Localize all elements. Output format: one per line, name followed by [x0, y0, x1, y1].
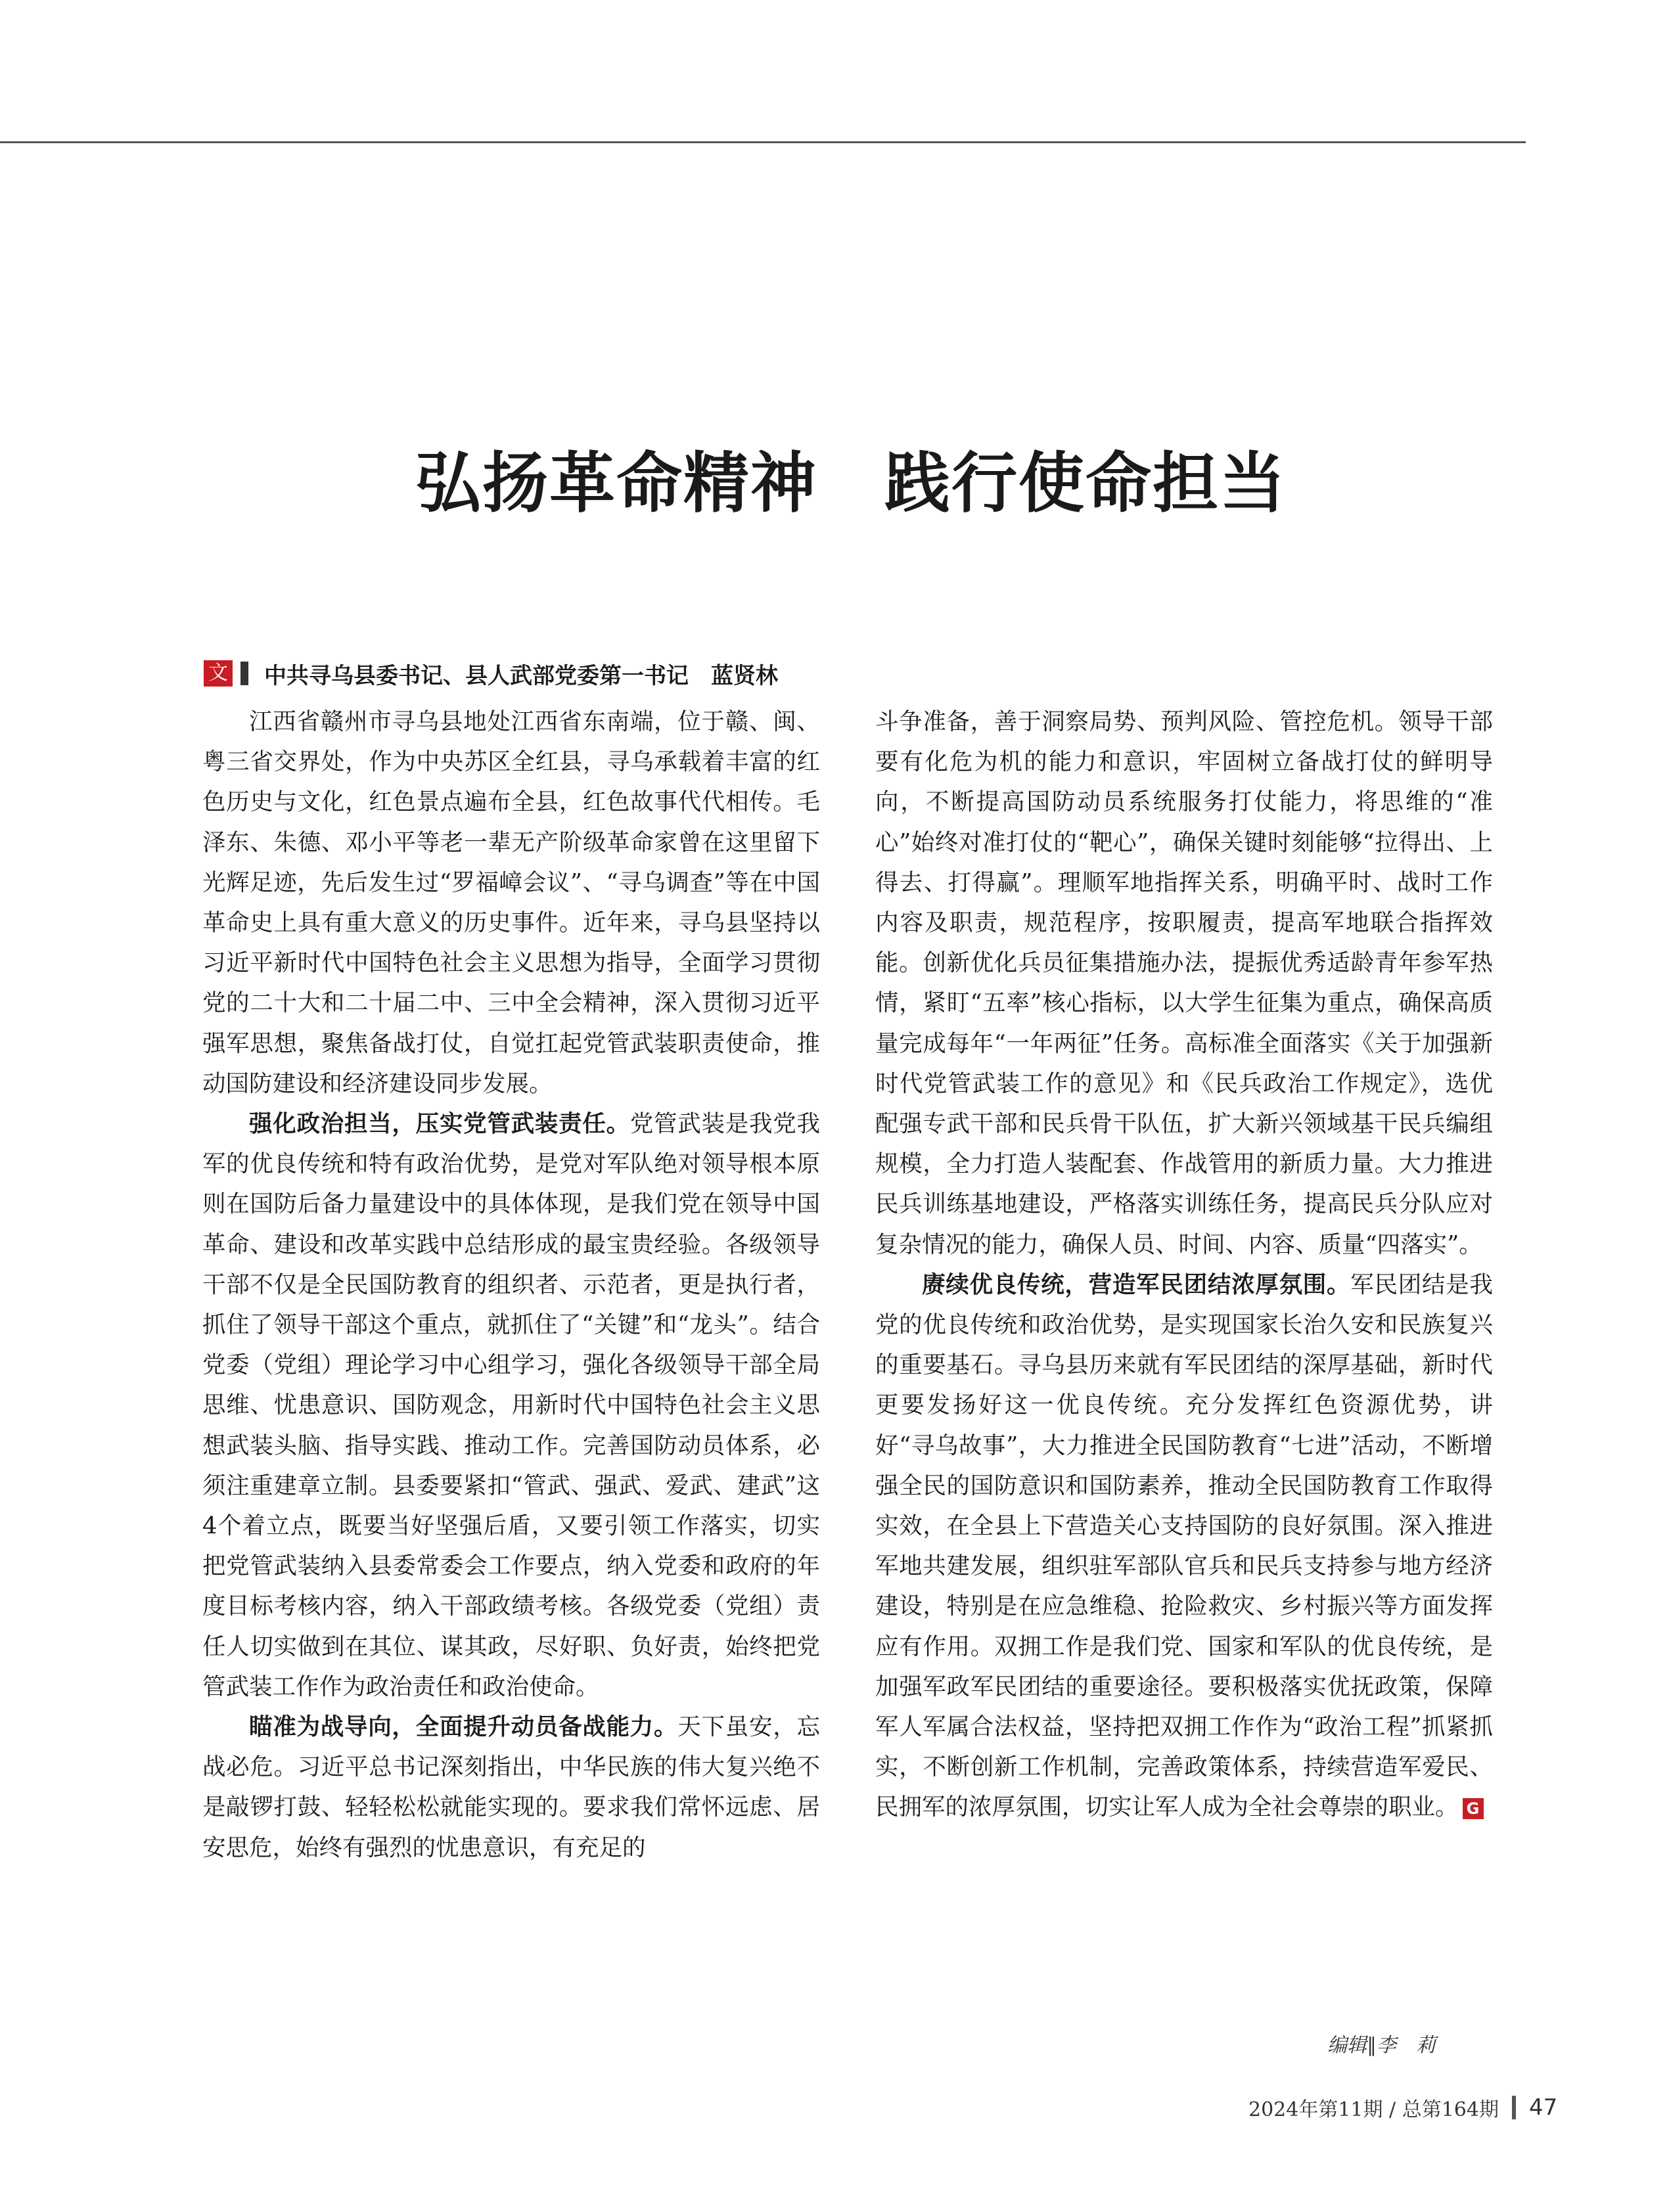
end-mark-icon: G	[1463, 1798, 1484, 1819]
byline	[204, 659, 778, 688]
paragraph-lead: 强化政治担当，压实党管武装责任。	[249, 1110, 630, 1138]
article-title: 弘扬革命精神 践行使命担当	[415, 445, 1287, 522]
byline-mark-badge: 文	[204, 660, 233, 687]
paragraph-text: 天下虽安，忘战必危。习近平总书记深刻指出，中华民族的伟大复兴绝不是敲锣打鼓、轻轻松松就能实现的。要求我们常怀远虑、居安思危，始终有强烈的忧患意识，有充足的	[202, 1713, 820, 1861]
paragraph	[202, 702, 820, 1104]
right-column	[875, 702, 1493, 1828]
top-rule	[0, 141, 1526, 143]
paragraph-lead: 瞄准为战导向，全面提升动员备战能力。	[249, 1713, 678, 1741]
paragraph-text: 军民团结是我党的优良传统和政治优势，是实现国家长治久安和民族复兴的重要基石。寻乌县历来就有军民团结的深厚基础，新时代更要发扬好这一优良传统。充分发挥红色资源优势，讲好“寻乌故事”，大力推进全民国防教育“七进”活动，不断增强全民的国防意识和国防素养，推动全民国防教育工作取得实效，在全县上下营造关心支持国防的良好氛围。深入推进军地共建发展，组织驻军部队官兵和民兵支持参与地方经济建设，特别是在应急维稳、抢险救灾、乡村振兴等方面发挥应有作用。双拥工作是我们党、国家和军队的优良传统，是加强军政军民团结的重要途径。要积极落实优抚政策，保障军人军属合法权益，坚持把双拥工作作为“政治工程”抓紧抓实，不断创新工作机制，完善政策体系，持续营造军爱民、民拥军的浓厚氛围，切实让军人成为全社会尊崇的职业。	[875, 1271, 1493, 1821]
paragraph-text: 江西省赣州市寻乌县地处江西省东南端，位于赣、闽、粤三省交界处，作为中央苏区全红县，寻乌承载着丰富的红色历史与文化，红色景点遍布全县，红色故事代代相传。毛泽东、朱德、邓小平等老一辈无产阶级革命家曾在这里留下光辉足迹，先后发生过“罗福嶂会议”、“寻乌调查”等在中国革命史上具有重大意义的历史事件。近年来，寻乌县坚持以习近平新时代中国特色社会主义思想为指导，全面学习贯彻党的二十大和二十届二中、三中全会精神，深入贯彻习近平强军思想，聚焦备战打仗，自觉扛起党管武装职责使命，推动国防建设和经济建设同步发展。	[202, 708, 820, 1097]
byline-divider	[240, 662, 252, 685]
footer-divider	[1512, 2096, 1516, 2119]
editor-credit: 编辑∥李 莉	[1327, 2034, 1436, 2057]
paragraph-text: 党管武装是我党我军的优良传统和特有政治优势，是党对军队绝对领导根本原则在国防后备力量建设中的具体体现，是我们党在领导中国革命、建设和改革实践中总结形成的最宝贵经验。各级领导干部不仅是全民国防教育的组织者、示范者，更是执行者，抓住了领导干部这个重点，就抓住了“关键”和“龙头”。结合党委（党组）理论学习中心组学习，强化各级领导干部全局思维、忧患意识、国防观念，用新时代中国特色社会主义思想武装头脑、指导实践、推动工作。完善国防动员体系，必须注重建章立制。县委要紧扣“管武、强武、爱武、建武”这4个着立点，既要当好坚强后盾，又要引领工作落实，切实把党管武装纳入县委常委会工作要点，纳入党委和政府的年度目标考核内容，纳入干部政绩考核。各级党委（党组）责任人切实做到在其位、谋其政，尽好职、负好责，始终把党管武装工作作为政治责任和政治使命。	[202, 1110, 820, 1700]
paragraph-text: 斗争准备，善于洞察局势、预判风险、管控危机。领导干部要有化危为机的能力和意识，牢固树立备战打仗的鲜明导向，不断提高国防动员系统服务打仗能力，将思维的“准心”始终对准打仗的“靶心”，确保关键时刻能够“拉得出、上得去、打得赢”。理顺军地指挥关系，明确平时、战时工作内容及职责，规范程序，按职履责，提高军地联合指挥效能。创新优化兵员征集措施办法，提振优秀适龄青年参军热情，紧盯“五率”核心指标，以大学生征集为重点，确保高质量完成每年“一年两征”任务。高标准全面落实《关于加强新时代党管武装工作的意见》和《民兵政治工作规定》，选优配强专武干部和民兵骨干队伍，扩大新兴领域基干民兵编组规模，全力打造人装配套、作战管用的新质力量。大力推进民兵训练基地建设，严格落实训练任务，提高民兵分队应对复杂情况的能力，确保人员、时间、内容、质量“四落实”。	[875, 708, 1493, 1258]
issue-info: 2024年第11期 / 总第164期	[1248, 2098, 1499, 2121]
page-number: 47	[1528, 2094, 1558, 2121]
paragraph	[875, 1265, 1493, 1828]
page-footer	[1248, 2093, 1557, 2122]
paragraph	[202, 1707, 820, 1868]
paragraph-lead: 赓续优良传统，营造军民团结浓厚氛围。	[922, 1271, 1351, 1298]
paragraph	[202, 1104, 820, 1707]
left-column	[202, 702, 820, 1868]
author-line: 中共寻乌县委书记、县人武部党委第一书记 蓝贤林	[264, 662, 778, 689]
paragraph	[875, 702, 1493, 1265]
